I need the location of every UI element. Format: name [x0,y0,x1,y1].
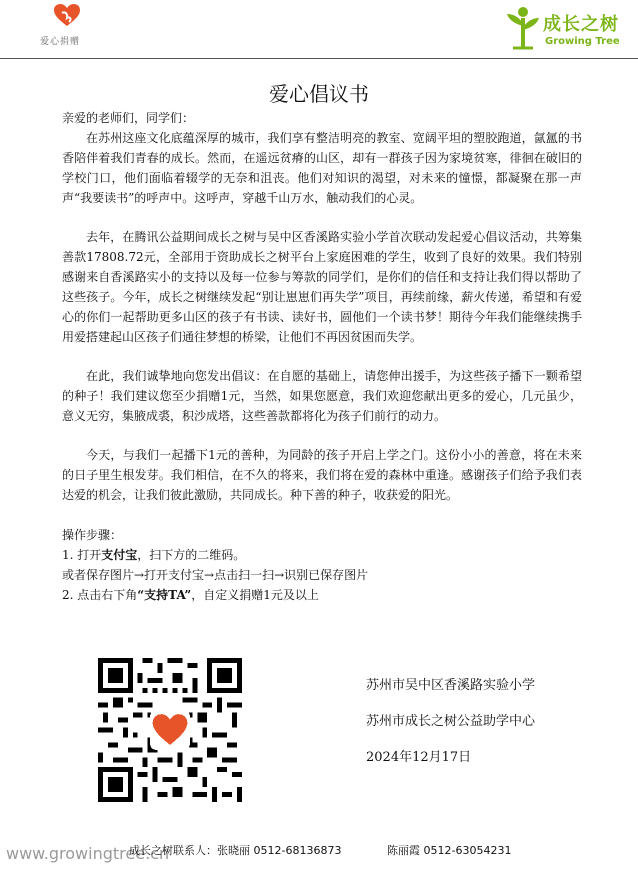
step-1-prefix: 1. 打开 [62,548,102,562]
tree-icon [505,6,541,50]
step-2 [62,585,582,605]
signoff-org-1: 苏州市吴中区香溪路实验小学 [366,678,536,693]
signoff [366,676,535,784]
qr-code[interactable] [98,658,242,802]
paragraph-3: 在此，我们诚挚地向您发出倡议：在自愿的基础上，请您伸出援手，为这些孩子播下一颗希望的种子！我们建议您至少捐赠1元，当然，如果您愿意，我们欢迎您献出更多的爱心，几元虽少，意义无穷，集腋成裘，积沙成塔，这些善款都将化为孩子们前行的动力。 [62,369,582,423]
steps-heading: 操作步骤： [62,528,123,542]
website-url[interactable]: www.growingtree.cn [6,844,170,863]
step-1 [62,545,582,565]
paragraph-1: 在苏州这座文化底蕴深厚的城市，我们享有整洁明亮的教室、宽阔平坦的塑胶跑道，氤氲的书香陪伴着我们青春的成长。然而，在遥远贫瘠的山区，却有一群孩子因为家境贫寒，徘徊在破旧的学校门口，他们面临着辍学的无奈和沮丧。他们对知识的渴望，对未来的憧憬，都凝聚在那一声声“我要读书”的呼声中。这呼声，穿越千山万水，触动我们的心灵。 [62,131,582,205]
contact-person-1: 成长之树联系人：张晓丽 0512-68136873 [129,844,342,857]
step-1-suffix: ，扫下方的二维码。 [137,548,246,562]
contact-person-2: 陈丽霞 0512-63054231 [387,844,512,857]
growing-tree-logo-en: Growing Tree [545,36,620,47]
paragraph-2: 去年，在腾讯公益期间成长之树与吴中区香溪路实验小学首次联动发起爱心倡议活动，共筹集善款17808.72元，全部用于资助成长之树平台上家庭困难的学生，收到了良好的效果。我们特别感谢来自香溪路实小的支持以及每一位参与筹款的同学们，是你们的信任和支持让我们得以帮助了这些孩子。今年，成长之树继续发起“别让崽崽们再失学”项目，再续前缘，薪火传递，希望和有爱心的你们一起帮助更多山区的孩子有书读、读好书，圆他们一个读书梦！期待今年我们能继续携手用爱搭建起山区孩子们通往梦想的桥梁，让他们不再因贫困而失学。 [62,230,582,344]
page-header [0,0,638,59]
growing-tree-logo-zh: 成长之树 [543,14,619,35]
signoff-date: 2024年12月17日 [366,750,472,765]
charity-logo [40,4,100,52]
page-footer [0,840,638,863]
growing-tree-logo [505,6,630,54]
step-1-app-name: 支付宝 [101,548,138,562]
step-2-suffix: ，自定义捐赠1元及以上 [191,588,319,602]
document-title: 爱心倡议书 [269,82,369,106]
signoff-org-2: 苏州市成长之树公益助学中心 [366,714,536,729]
charity-logo-text: 爱心捐赠 [40,37,81,47]
step-2-prefix: 2. 点击右下角 [62,588,138,602]
paragraph-4: 今天，与我们一起播下1元的善种，为同龄的孩子开启上学之门。这份小小的善意，将在未来的日子里生根发芽。我们相信，在不久的将来，我们将在爱的森林中重逢。感谢孩子们给予我们表达爱的机会，让我们彼此激励，共同成长。种下善的种子，收获爱的阳光。 [62,448,582,502]
step-2-button-name: “支持TA” [137,588,192,602]
greeting: 亲爱的老师们，同学们： [62,111,195,125]
letter-body [62,108,582,605]
step-alt: 或者保存图片→打开支付宝→点击扫一扫→识别已保存图片 [62,568,369,582]
heart-icon [54,4,80,28]
